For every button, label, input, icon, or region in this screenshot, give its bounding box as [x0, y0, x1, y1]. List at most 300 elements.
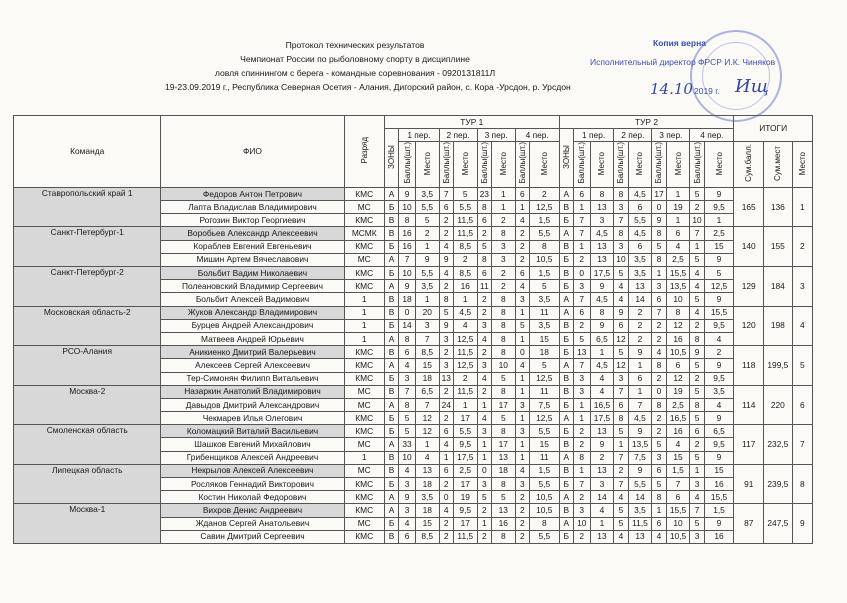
- tour1-cell: 8: [477, 253, 491, 266]
- tour1-cell: 9: [399, 491, 416, 504]
- team-name: Москва-1: [14, 504, 161, 544]
- tour1-cell: 7: [415, 332, 439, 345]
- tour2-cell: 10: [666, 517, 690, 530]
- tour1-cell: В: [384, 227, 398, 240]
- tour2-cell: Б: [559, 425, 573, 438]
- tour2-cell: 17,5: [590, 412, 614, 425]
- tour2-cell: 4: [704, 398, 734, 411]
- tour1-cell: 1: [515, 306, 529, 319]
- tour2-cell: 4: [652, 346, 666, 359]
- tour2-cell: 13: [590, 530, 614, 543]
- tour2-cell: 5,5: [628, 478, 652, 491]
- tour1-cell: 6: [477, 267, 491, 280]
- tour2-cell: 2: [573, 438, 590, 451]
- tour1-cell: 1: [515, 438, 529, 451]
- tour1-cell: 7: [399, 385, 416, 398]
- tour1-cell: 3,5: [415, 187, 439, 200]
- tour2-cell: В: [559, 438, 573, 451]
- tour2-cell: А: [559, 187, 573, 200]
- tour2-cell: 1: [590, 346, 614, 359]
- tour1-cell: 1,5: [529, 267, 559, 280]
- team-sum-places: 247,5: [764, 504, 793, 544]
- tour2-cell: 16: [704, 478, 734, 491]
- tour1-cell: 12: [415, 425, 439, 438]
- athlete-name: Алексеев Сергей Алексеевич: [161, 359, 344, 372]
- team-name: Смоленская область: [14, 425, 161, 465]
- athlete-name: Коломацкий Виталий Васильевич: [161, 425, 344, 438]
- team-sum-points: 140: [734, 227, 764, 267]
- tour1-cell: 3: [477, 359, 491, 372]
- tour1-cell: 1: [515, 451, 529, 464]
- tour2-cell: 15,5: [666, 504, 690, 517]
- tour1-cell: 4: [439, 438, 453, 451]
- athlete-name: Матвеев Андрей Юрьевич: [161, 332, 344, 345]
- tour2-cell: 6: [628, 372, 652, 385]
- table-body: [14, 187, 813, 543]
- tour2-cell: 4: [652, 530, 666, 543]
- tour1-cell: 8: [491, 385, 515, 398]
- tour1-cell: 4,5: [453, 306, 477, 319]
- tour2-cell: 2: [573, 319, 590, 332]
- col-t2-p2: 2 пер.: [614, 129, 652, 142]
- table-row: [14, 464, 813, 477]
- tour1-cell: В: [384, 306, 398, 319]
- tour2-cell: 6: [666, 359, 690, 372]
- tour2-cell: 3: [590, 214, 614, 227]
- col-points: Баллы(шт.): [477, 142, 491, 188]
- tour1-cell: 0: [399, 306, 416, 319]
- tour2-cell: 7: [614, 214, 628, 227]
- tour2-cell: 1: [614, 438, 628, 451]
- tour2-cell: 5: [690, 293, 704, 306]
- tour2-cell: 3: [614, 372, 628, 385]
- protocol-title: Протокол технических результатов: [285, 40, 425, 50]
- tour2-cell: Б: [559, 332, 573, 345]
- tour2-cell: В: [559, 319, 573, 332]
- tour1-cell: 23: [477, 187, 491, 200]
- tour1-cell: Б: [384, 267, 398, 280]
- copy-certified-stamp: Копия верна: [653, 38, 706, 48]
- tour1-cell: 16: [453, 280, 477, 293]
- tour1-cell: 9: [399, 187, 416, 200]
- tour1-cell: 2: [439, 346, 453, 359]
- tour2-cell: 5: [690, 253, 704, 266]
- tour2-cell: 6: [652, 293, 666, 306]
- tour1-cell: 10: [491, 359, 515, 372]
- tour2-cell: 10: [614, 253, 628, 266]
- athlete-rank: КМС: [344, 412, 384, 425]
- tour1-cell: 5,5: [453, 201, 477, 214]
- tour1-cell: 6: [439, 425, 453, 438]
- col-itogi: ИТОГИ: [734, 116, 813, 142]
- tour1-cell: 6: [515, 187, 529, 200]
- athlete-name: Больбит Вадим Николаевич: [161, 267, 344, 280]
- tour1-cell: 1: [439, 451, 453, 464]
- tour2-cell: 6: [573, 187, 590, 200]
- tour2-cell: 6: [652, 464, 666, 477]
- athlete-name: Рогозин Виктор Георгиевич: [161, 214, 344, 227]
- tour2-cell: 6: [628, 201, 652, 214]
- tour1-cell: 8: [491, 227, 515, 240]
- tour1-cell: 2: [515, 491, 529, 504]
- tour2-cell: 7: [628, 398, 652, 411]
- tour2-cell: 10: [573, 517, 590, 530]
- tour2-cell: 16,5: [666, 412, 690, 425]
- tour1-cell: Б: [384, 412, 398, 425]
- tour1-cell: 8: [491, 346, 515, 359]
- athlete-rank: МС: [344, 464, 384, 477]
- tour2-cell: 12: [666, 372, 690, 385]
- tour2-cell: 13,5: [666, 280, 690, 293]
- tour1-cell: 2: [477, 227, 491, 240]
- tour1-cell: 4: [515, 280, 529, 293]
- tour2-cell: 1: [573, 240, 590, 253]
- tour2-cell: 9: [704, 517, 734, 530]
- tour1-cell: 5: [529, 280, 559, 293]
- tour1-cell: 16: [491, 517, 515, 530]
- tour1-cell: 3: [515, 398, 529, 411]
- athlete-rank: МС: [344, 385, 384, 398]
- tour2-cell: 11,5: [628, 517, 652, 530]
- tour2-cell: 14: [628, 491, 652, 504]
- athlete-name: Некрылов Алексей Алексеевич: [161, 464, 344, 477]
- tour2-cell: Б: [559, 346, 573, 359]
- tour2-cell: 5: [690, 412, 704, 425]
- athlete-rank: КМС: [344, 491, 384, 504]
- director-stamp: Исполнительный директор ФРСР И.К. Чиняков: [590, 57, 776, 67]
- tour2-cell: 1,5: [704, 504, 734, 517]
- tour2-cell: 5: [690, 451, 704, 464]
- tour1-cell: 3: [515, 293, 529, 306]
- tour2-cell: 1: [666, 187, 690, 200]
- col-fio: ФИО: [161, 116, 344, 188]
- tour2-cell: А: [559, 359, 573, 372]
- tour2-cell: 13: [628, 530, 652, 543]
- col-place: Место: [628, 142, 652, 188]
- tour1-cell: 9: [439, 253, 453, 266]
- team-name: Липецкая область: [14, 464, 161, 504]
- tour1-cell: 1: [515, 372, 529, 385]
- tour2-cell: В: [559, 240, 573, 253]
- tour2-cell: 1: [652, 504, 666, 517]
- team-sum-points: 117: [734, 425, 764, 465]
- tour1-cell: 18: [529, 346, 559, 359]
- tour1-cell: 4: [453, 319, 477, 332]
- tour2-cell: 3: [573, 385, 590, 398]
- tour2-cell: 12: [614, 332, 628, 345]
- tour1-cell: А: [384, 504, 398, 517]
- tour1-cell: 0: [477, 464, 491, 477]
- team-final-place: 4: [792, 306, 812, 346]
- tour1-cell: 13: [415, 464, 439, 477]
- team-final-place: 3: [792, 267, 812, 307]
- tour1-cell: 0: [515, 346, 529, 359]
- tour2-cell: 7: [573, 214, 590, 227]
- tour1-cell: 11,5: [453, 385, 477, 398]
- tour1-cell: 1,5: [529, 214, 559, 227]
- tour2-cell: 12,5: [704, 280, 734, 293]
- tour2-cell: А: [559, 412, 573, 425]
- tour1-cell: 1: [415, 438, 439, 451]
- tour1-cell: 2: [439, 412, 453, 425]
- tour2-cell: 4,5: [590, 293, 614, 306]
- tour2-cell: 5: [690, 187, 704, 200]
- team-final-place: 2: [792, 227, 812, 267]
- tour1-cell: 2: [453, 372, 477, 385]
- col-t1-p2: 2 пер.: [439, 129, 477, 142]
- tour2-cell: 4: [690, 491, 704, 504]
- tour1-cell: 4: [515, 214, 529, 227]
- tour2-cell: А: [559, 306, 573, 319]
- tour1-cell: А: [384, 280, 398, 293]
- tour1-cell: 2: [439, 214, 453, 227]
- tour2-cell: 14: [590, 491, 614, 504]
- handwritten-date: 14.10: [650, 80, 693, 98]
- col-t1-p1: 1 пер.: [399, 129, 439, 142]
- col-sum-places: Сум.мест: [764, 142, 793, 188]
- tour1-cell: В: [384, 293, 398, 306]
- table-row: [14, 425, 813, 438]
- tour1-cell: 10,5: [529, 504, 559, 517]
- tour2-cell: 4: [704, 332, 734, 345]
- tour1-cell: 11: [477, 280, 491, 293]
- athlete-rank: КМС: [344, 530, 384, 543]
- athlete-name: Мишин Артем Вячеславович: [161, 253, 344, 266]
- team-sum-places: 184: [764, 267, 793, 307]
- tour2-cell: 2: [590, 451, 614, 464]
- athlete-rank: МС: [344, 398, 384, 411]
- athlete-rank: КМС: [344, 187, 384, 200]
- tour1-cell: 8: [491, 425, 515, 438]
- tour2-cell: 3: [652, 451, 666, 464]
- team-sum-places: 220: [764, 385, 793, 425]
- tour1-cell: 5: [529, 359, 559, 372]
- tour1-cell: Б: [384, 240, 398, 253]
- tour1-cell: 3: [399, 372, 416, 385]
- tour2-cell: 2: [573, 491, 590, 504]
- tour2-cell: 8: [590, 187, 614, 200]
- tour1-cell: 1: [515, 201, 529, 214]
- athlete-name: Вихров Денис Андреевич: [161, 504, 344, 517]
- tour2-cell: 15: [704, 464, 734, 477]
- tour2-cell: 8: [614, 187, 628, 200]
- tour1-cell: 3,5: [415, 280, 439, 293]
- tour2-cell: 2,5: [666, 253, 690, 266]
- tour2-cell: 14: [628, 293, 652, 306]
- tour2-cell: 16,5: [590, 398, 614, 411]
- tour2-cell: 1: [573, 464, 590, 477]
- tour2-cell: В: [559, 267, 573, 280]
- tour2-cell: 1: [652, 267, 666, 280]
- tour2-cell: 17: [652, 187, 666, 200]
- tour1-cell: 16: [399, 227, 416, 240]
- athlete-rank: 1: [344, 451, 384, 464]
- tour2-cell: 2,5: [666, 398, 690, 411]
- tour1-cell: 13: [491, 451, 515, 464]
- tour2-cell: 8: [652, 359, 666, 372]
- tour1-cell: 9: [399, 280, 416, 293]
- tour1-cell: 2: [515, 253, 529, 266]
- tour2-cell: 9: [704, 359, 734, 372]
- tour1-cell: 2: [515, 504, 529, 517]
- tour1-cell: 5: [491, 491, 515, 504]
- team-sum-places: 136: [764, 187, 793, 227]
- team-final-place: 1: [792, 187, 812, 227]
- tour1-cell: 12,5: [529, 372, 559, 385]
- tour2-cell: 1: [628, 385, 652, 398]
- team-sum-places: 155: [764, 227, 793, 267]
- tour2-cell: А: [559, 517, 573, 530]
- tour1-cell: 2: [439, 280, 453, 293]
- tour2-cell: 3,5: [628, 253, 652, 266]
- tour2-cell: 2: [704, 346, 734, 359]
- tour1-cell: А: [384, 253, 398, 266]
- tour2-cell: 8: [652, 253, 666, 266]
- tour2-cell: 9: [590, 319, 614, 332]
- tour1-cell: 2: [515, 530, 529, 543]
- athlete-name: Жуков Александр Владимирович: [161, 306, 344, 319]
- tour2-cell: 5: [690, 385, 704, 398]
- tour2-cell: 2: [628, 332, 652, 345]
- athlete-rank: КМС: [344, 359, 384, 372]
- tour1-cell: 10,5: [529, 491, 559, 504]
- tour1-cell: 1: [477, 398, 491, 411]
- tour1-cell: 5: [399, 425, 416, 438]
- tour1-cell: 1: [515, 332, 529, 345]
- athlete-name: Чекмарев Илья Олегович: [161, 412, 344, 425]
- tour1-cell: 11: [529, 306, 559, 319]
- tour2-cell: В: [559, 385, 573, 398]
- tour1-cell: 1: [491, 187, 515, 200]
- tour1-cell: 2: [439, 385, 453, 398]
- tour2-cell: 10: [690, 214, 704, 227]
- tour2-cell: 3: [652, 280, 666, 293]
- tour1-cell: 1: [477, 517, 491, 530]
- tour2-cell: 4: [690, 280, 704, 293]
- tour1-cell: 2: [477, 306, 491, 319]
- tour1-cell: 8,5: [453, 267, 477, 280]
- tour1-cell: 15: [529, 438, 559, 451]
- tour2-cell: 4: [614, 491, 628, 504]
- tour2-cell: Б: [559, 478, 573, 491]
- tour2-cell: Б: [559, 214, 573, 227]
- tour2-cell: 7: [666, 478, 690, 491]
- tour2-cell: 4,5: [628, 187, 652, 200]
- tour2-cell: 8: [614, 227, 628, 240]
- tour2-cell: 5: [614, 267, 628, 280]
- athlete-rank: КМС: [344, 214, 384, 227]
- tour1-cell: 1: [415, 293, 439, 306]
- tour1-cell: 2: [477, 530, 491, 543]
- tour1-cell: 3: [399, 504, 416, 517]
- tour1-cell: 3,5: [415, 491, 439, 504]
- athlete-rank: МС: [344, 253, 384, 266]
- tour2-cell: 4: [590, 385, 614, 398]
- tour2-cell: 3: [590, 478, 614, 491]
- team-name: Санкт-Петербург-1: [14, 227, 161, 267]
- tour1-cell: 1: [453, 293, 477, 306]
- tour1-cell: 8: [491, 319, 515, 332]
- tour1-cell: 3: [439, 332, 453, 345]
- tour1-cell: 4: [515, 464, 529, 477]
- tour1-cell: 4: [515, 359, 529, 372]
- tour1-cell: 8: [491, 530, 515, 543]
- tour2-cell: 13: [590, 464, 614, 477]
- col-points: Баллы(шт.): [573, 142, 590, 188]
- athlete-name: Больбит Алексей Вадимович: [161, 293, 344, 306]
- tour1-cell: 8: [491, 332, 515, 345]
- tour2-cell: 2: [690, 319, 704, 332]
- col-points: Баллы(шт.): [399, 142, 416, 188]
- tour1-cell: 7: [399, 253, 416, 266]
- athlete-rank: 1: [344, 306, 384, 319]
- tour1-cell: 3: [491, 240, 515, 253]
- tour1-cell: 8,5: [415, 346, 439, 359]
- athlete-name: Кораблев Евгений Евгеньевич: [161, 240, 344, 253]
- tour1-cell: 1: [491, 201, 515, 214]
- tour2-cell: 2: [573, 253, 590, 266]
- tour2-cell: 8: [666, 306, 690, 319]
- tour2-cell: 2: [690, 438, 704, 451]
- tour2-cell: 5,5: [628, 214, 652, 227]
- tour1-cell: 2: [515, 227, 529, 240]
- athlete-rank: КМС: [344, 240, 384, 253]
- tour2-cell: 2: [652, 372, 666, 385]
- team-final-place: 5: [792, 346, 812, 386]
- tour1-cell: 2: [491, 267, 515, 280]
- tour1-cell: 4: [477, 372, 491, 385]
- tour2-cell: Б: [559, 530, 573, 543]
- tour1-cell: В: [384, 385, 398, 398]
- col-t2-zones: ЗОНЫ: [559, 129, 573, 188]
- tour2-cell: В: [559, 372, 573, 385]
- team-sum-points: 165: [734, 187, 764, 227]
- tour1-cell: Б: [384, 201, 398, 214]
- tour1-cell: 9,5: [453, 504, 477, 517]
- tour1-cell: 5: [491, 372, 515, 385]
- tour2-cell: 9: [652, 214, 666, 227]
- athlete-rank: 1: [344, 293, 384, 306]
- tour1-cell: 5,5: [529, 530, 559, 543]
- tour2-cell: 2: [614, 464, 628, 477]
- tour1-cell: 8: [529, 240, 559, 253]
- tour2-cell: 5: [652, 478, 666, 491]
- tour2-cell: 3,5: [628, 504, 652, 517]
- tour1-cell: 4: [399, 359, 416, 372]
- tour1-cell: 11,5: [453, 530, 477, 543]
- col-place: Место: [666, 142, 690, 188]
- tour1-cell: 3,5: [529, 319, 559, 332]
- tour1-cell: 19: [453, 491, 477, 504]
- tour2-cell: 0: [652, 201, 666, 214]
- tour2-cell: 9,5: [704, 319, 734, 332]
- tour2-cell: 1: [573, 201, 590, 214]
- col-final-place: Место: [792, 142, 812, 188]
- tour1-cell: 17,5: [453, 451, 477, 464]
- stamp-year: 2019 г.: [694, 86, 720, 96]
- results-table: [13, 115, 813, 544]
- col-t1-p4: 4 пер.: [515, 129, 559, 142]
- tour1-cell: А: [384, 359, 398, 372]
- tour2-cell: 8: [690, 398, 704, 411]
- tour2-cell: 1: [573, 398, 590, 411]
- tour2-cell: 7,5: [628, 451, 652, 464]
- tour2-cell: 15: [666, 451, 690, 464]
- tour1-cell: 6: [399, 530, 416, 543]
- col-points: Баллы(шт.): [690, 142, 704, 188]
- athlete-name: Росляков Геннадий Викторович: [161, 478, 344, 491]
- tour2-cell: 9: [704, 187, 734, 200]
